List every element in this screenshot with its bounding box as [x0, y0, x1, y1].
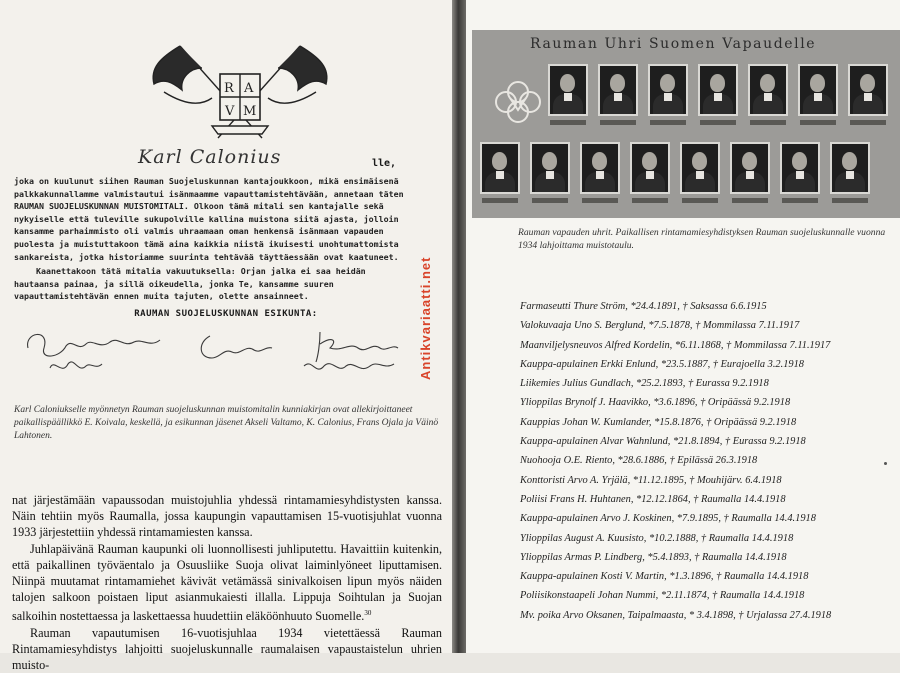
name-plate: [650, 120, 686, 125]
list-item: Poliisikonstaapeli Johan Nummi, *2.11.1874, † Raumalla 14.4.1918: [520, 590, 805, 602]
body-paragraph: nat järjestämään vapaussodan muistojuhlia yhdessä rintamamiesyhdistysten kanssa. Näin tehtiin myös Raumalla, jossa kaupungin vapauttamisen 15-vuotisjuhlat vuonna 1933 järjestettiin yhdessä rintamamiesten kanssa.: [12, 493, 442, 540]
portrait-collar: [796, 171, 804, 179]
list-item: Poliisi Frans H. Huhtanen, *12.12.1864, † Raumalla 14.4.1918: [520, 493, 786, 505]
portrait-photo: [798, 64, 838, 116]
list-item: Ylioppilas August A. Kuusisto, *10.2.1888, † Raumalla 14.4.1918: [520, 532, 794, 544]
svg-text:R: R: [224, 81, 234, 96]
name-plate: [482, 198, 518, 203]
board-title: RAUMAN SUOJELUSKUNNAN ESIKUNTA:: [134, 309, 318, 319]
svg-text:V: V: [225, 104, 235, 119]
list-item: Kauppa-apulainen Erkki Enlund, *23.5.1887, † Eurajoella 3.2.1918: [520, 358, 804, 370]
portrait-collar: [614, 93, 622, 101]
portrait-photo: [680, 142, 720, 194]
name-plate: [800, 120, 836, 125]
footnote-ref: 30: [364, 609, 372, 618]
name-plate: [832, 198, 868, 203]
certificate-text: [14, 175, 414, 305]
portrait-photo: [748, 64, 788, 116]
signature-suffix: lle,: [372, 158, 397, 169]
portrait-face: [492, 152, 507, 170]
portrait-face: [642, 152, 657, 170]
portrait-collar: [846, 171, 854, 179]
portrait-collar: [714, 93, 722, 101]
portrait-face: [610, 74, 625, 92]
portrait-face: [810, 74, 825, 92]
list-item: Konttoristi Arvo A. Yrjälä, *11.12.1895, † Mouhijärv. 6.4.1918: [520, 474, 782, 486]
portrait-photo: [698, 64, 738, 116]
portrait-collar: [814, 93, 822, 101]
portrait-photo: [780, 142, 820, 194]
certificate-paragraph: joka on kuulunut siihen Rauman Suojeluskunnan kantajoukkoon, mikä ensimäisenä palkkakunnallamme valmistautui isänmaamme vapauttamistehtävään, annetaan täten RAUMAN SUOJELUSKUNNAN MUISTOMITALI. Olkoon tämä mitali sen kantajalle sekä nykyiselle että tuleville sukupolville kallina muistona siitä ajasta, jolloin kansamme parhaimmisto oli valmis uhraamaan oman henkensä isänmaan vapauden puolesta ja muistuttakoon tämä aina kaikkia niistä ikuisesti unohtumattomista sankareista, jotka historiamme suurinta tehtävää täyttäessään ovat kaatuneet.: [14, 176, 404, 262]
right-page: [466, 0, 900, 653]
watermark-text: Antikvariaatti.net: [418, 256, 433, 380]
body-text: [12, 492, 442, 673]
page-speck: [884, 462, 887, 465]
portrait-collar: [864, 93, 872, 101]
panel-title: Rauman Uhri Suomen Vapaudelle: [530, 36, 817, 52]
list-item: Kauppias Johan W. Kumlander, *15.8.1876, † Oripäässä 9.2.1918: [520, 416, 797, 428]
portrait-face: [592, 152, 607, 170]
portrait-collar: [496, 171, 504, 179]
portrait-collar: [664, 93, 672, 101]
recipient-signature: Karl Calonius: [138, 146, 282, 168]
body-paragraph-text: Juhlapäivänä Rauman kaupunki oli luonnollisesti juhliputettu. Havaittiin kuitenkin, että paikallinen työväentalo ja Osuusliike Suoja olivat laiminlyöneet liputtamisen. Niinpä muutamat rintamamiehet kävivät vetämässä sinivalkoisen lipun myös näiden talojen salkoon poistaen liput asianmukaiesti illalla. Lippuja Soihtulan ja Suojan salkoihin nostettaessa ja laskettaessa huudettiin eläköönhuuto Suomelle.: [12, 541, 442, 624]
portrait-face: [842, 152, 857, 170]
list-item: Liikemies Julius Gundlach, *25.2.1893, † Eurassa 9.2.1918: [520, 378, 769, 390]
portrait-face: [692, 152, 707, 170]
portrait-photo: [580, 142, 620, 194]
portrait-photo: [530, 142, 570, 194]
name-plate: [782, 198, 818, 203]
name-plate: [732, 198, 768, 203]
name-plate: [850, 120, 886, 125]
body-paragraph: [12, 541, 442, 625]
handwritten-signatures: [20, 318, 420, 388]
portrait-face: [860, 74, 875, 92]
portrait-face: [760, 74, 775, 92]
portrait-collar: [646, 171, 654, 179]
name-plate: [682, 198, 718, 203]
name-plate: [700, 120, 736, 125]
portrait-collar: [596, 171, 604, 179]
portrait-photo: [648, 64, 688, 116]
body-paragraph: Rauman vapautumisen 16-vuotisjuhlaa 1934 vietettäessä Rauman Rintamamiesyhdistys lahjoitti suojeluskunnalle raumalaisen vapaustaistelun uhrien muisto-: [12, 625, 442, 673]
portrait-photo: [598, 64, 638, 116]
portrait-photo: [480, 142, 520, 194]
list-item: Farmaseutti Thure Ström, *24.4.1891, † Saksassa 6.6.1915: [520, 301, 767, 312]
portrait-collar: [546, 171, 554, 179]
name-plate: [600, 120, 636, 125]
list-item: Mv. poika Arvo Oksanen, Taipalmaasta, * 3.4.1898, † Urjalassa 27.4.1918: [520, 609, 832, 621]
svg-text:M: M: [243, 104, 257, 119]
name-plate: [532, 198, 568, 203]
book-gutter: [452, 0, 466, 653]
memorial-emblem-icon: [492, 70, 544, 130]
memorial-photo-panel: [472, 30, 900, 218]
portrait-photo: [848, 64, 888, 116]
list-item: Nuohooja O.E. Riento, *28.6.1886, † Epilässä 26.3.1918: [520, 455, 758, 467]
portrait-photo: [730, 142, 770, 194]
portrait-face: [542, 152, 557, 170]
list-item: Valokuvaaja Uno S. Berglund, *7.5.1878, † Mommilassa 7.11.1917: [520, 320, 800, 332]
list-item: Ylioppilas Armas P. Lindberg, *5.4.1893, † Raumalla 14.4.1918: [520, 551, 787, 563]
name-plate: [750, 120, 786, 125]
svg-text:A: A: [244, 81, 254, 96]
portrait-collar: [746, 171, 754, 179]
list-item: Kauppa-apulainen Alvar Wahnlund, *21.8.1894, † Eurassa 9.2.1918: [520, 436, 806, 448]
portrait-collar: [696, 171, 704, 179]
portrait-face: [710, 74, 725, 92]
certificate-caption: Karl Caloniukselle myönnetyn Rauman suojeluskunnan muistomitalin kunniakirjan ovat allekirjoittaneet paikallispäällikkö E. Koivala, keskellä, ja esikunnan jäsenet Akseli Valtamo, K. Calonius, Frans Ojala ja Väinö Lahtonen.: [14, 405, 439, 441]
flags-emblem-icon: [150, 38, 330, 148]
name-plate: [582, 198, 618, 203]
portrait-face: [560, 74, 575, 92]
portrait-photo: [548, 64, 588, 116]
portrait-face: [660, 74, 675, 92]
portrait-collar: [764, 93, 772, 101]
victim-list: [520, 297, 900, 625]
list-item: Ylioppilas Brynolf J. Haavikko, *3.6.1896, † Oripäässä 9.2.1918: [520, 397, 791, 409]
list-item: Kauppa-apulainen Kosti V. Martin, *1.3.1896, † Raumalla 14.4.1918: [520, 571, 809, 583]
list-item: Kauppa-apulainen Arvo J. Koskinen, *7.9.1895, † Raumalla 14.4.1918: [520, 513, 816, 525]
portrait-face: [742, 152, 757, 170]
name-plate: [550, 120, 586, 125]
memorial-caption: Rauman vapauden uhrit. Paikallisen rintamamiesyhdistyksen Rauman suojeluskunnalle vuonna 1934 lahjoittama muistotaulu.: [518, 227, 886, 251]
portrait-photo: [830, 142, 870, 194]
name-plate: [632, 198, 668, 203]
portrait-photo: [630, 142, 670, 194]
portrait-face: [792, 152, 807, 170]
certificate-paragraph: Kaanettakoon tätä mitalia vakuutuksella: Orjan jalka ei saa heidän hautaansa painaa, ja sillä oikeudella, jonka Te, kansamme suuren vapauttamistehtävän ennen muita tajuten, olette ansainneet.: [14, 266, 366, 302]
list-item: Maanviljelysneuvos Alfred Kordelin, *6.11.1868, † Mommilassa 7.11.1917: [520, 339, 831, 351]
portrait-collar: [564, 93, 572, 101]
